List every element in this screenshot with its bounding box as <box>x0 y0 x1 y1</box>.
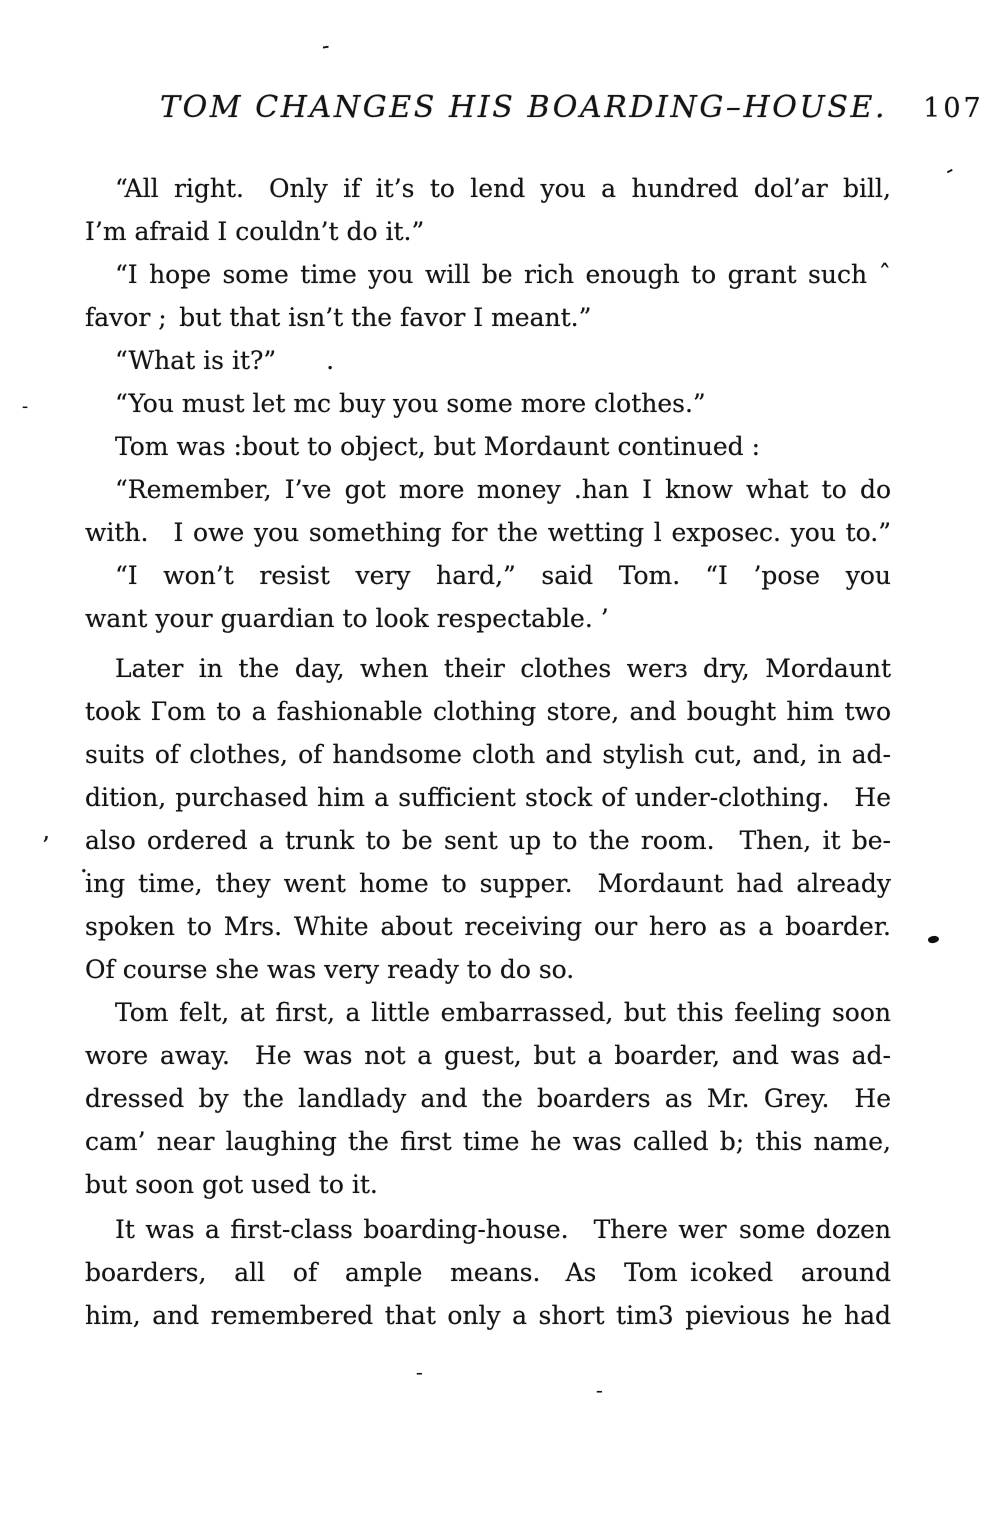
stray-ink-tick: - <box>940 157 959 184</box>
text-line: “You must let mc buy you some more clothes.” <box>115 389 706 418</box>
text-line: boarders, all of ample means. As Tom icoked around <box>85 1258 891 1287</box>
running-title: TOM CHANGES HIS BOARDING–HOUSE. <box>160 90 888 125</box>
text-line: “Remember, I’ve got more money .han I know what to do <box>115 475 891 504</box>
stray-ink-apostrophe: ’ <box>42 832 50 860</box>
text-line: “I hope some time you will be rich enough to grant such ˆ <box>115 260 891 289</box>
text-line: cam’ near laughing the first time he was called b; this name, <box>85 1127 891 1156</box>
stray-ink-dash: - <box>416 1360 423 1384</box>
text-line: took Гom to a fashionable clothing store, and bought him two <box>85 697 891 726</box>
text-line: with. I owe you something for the wetting l exposec. you to.” <box>85 518 891 547</box>
paragraph <box>85 991 891 1206</box>
text-line: Tom felt, at first, a little embarrassed, but this feeling soon <box>115 998 891 1027</box>
text-line: ing time, they went home to supper. Mordaunt had already <box>85 869 891 898</box>
text-line: spoken to Mrs. White about receiving our hero as a boarder. <box>85 912 891 941</box>
paragraph <box>85 253 891 339</box>
text-line: Tom was :bout to object, but Mordaunt continued : <box>115 432 761 461</box>
page-header <box>160 90 984 125</box>
stray-ink-dash: - <box>320 33 332 60</box>
text-line: suits of clothes, of handsome cloth and stylish cut, and, in ad- <box>85 740 891 769</box>
paragraph <box>85 647 891 991</box>
paragraph <box>85 554 891 640</box>
paragraph <box>85 167 891 253</box>
text-block <box>85 167 891 1337</box>
text-line: him, and remembered that only a short tim3 pievious he had <box>85 1301 891 1330</box>
text-line: dressed by the landlady and the boarders as Mr. Grey. He <box>85 1084 891 1113</box>
stray-ink-dash: - <box>22 396 29 417</box>
text-line: “What is it?” . <box>115 346 335 375</box>
text-line: Of course she was very ready to do so. <box>85 955 575 984</box>
text-line: It was a first-class boarding-house. There wer some dozen <box>115 1215 891 1244</box>
text-line: also ordered a trunk to be sent up to the room. Then, it be- <box>85 826 891 855</box>
text-line: wore away. He was not a guest, but a boarder, and was ad- <box>85 1041 891 1070</box>
paragraph <box>85 382 891 425</box>
text-line: favor ; but that isn’t the favor I meant.” <box>85 303 592 332</box>
paragraph <box>85 1208 891 1337</box>
text-line: I’m afraid I couldn’t do it.” <box>85 217 425 246</box>
ink-blot-mark <box>927 935 939 944</box>
text-line: “I won’t resist very hard,” said Tom. “I ’pose you <box>115 561 891 590</box>
text-line: but soon got used to it. <box>85 1170 378 1199</box>
text-line: “All right. Only if it’s to lend you a hundred dol’ar bill, <box>115 174 891 203</box>
paragraph <box>85 339 891 382</box>
stray-ink-dot: . <box>80 850 88 878</box>
text-line: want your guardian to look respectable. ’ <box>85 604 609 633</box>
stray-ink-dash: - <box>596 1378 603 1402</box>
text-line: Later in the day, when their clothes werɜ dry, Mordaunt <box>115 654 891 683</box>
paragraph <box>85 468 891 554</box>
paragraph <box>85 425 891 468</box>
text-line: dition, purchased him a sufficient stock of under-clothing. He <box>85 783 891 812</box>
page-number: 107 <box>923 93 984 124</box>
